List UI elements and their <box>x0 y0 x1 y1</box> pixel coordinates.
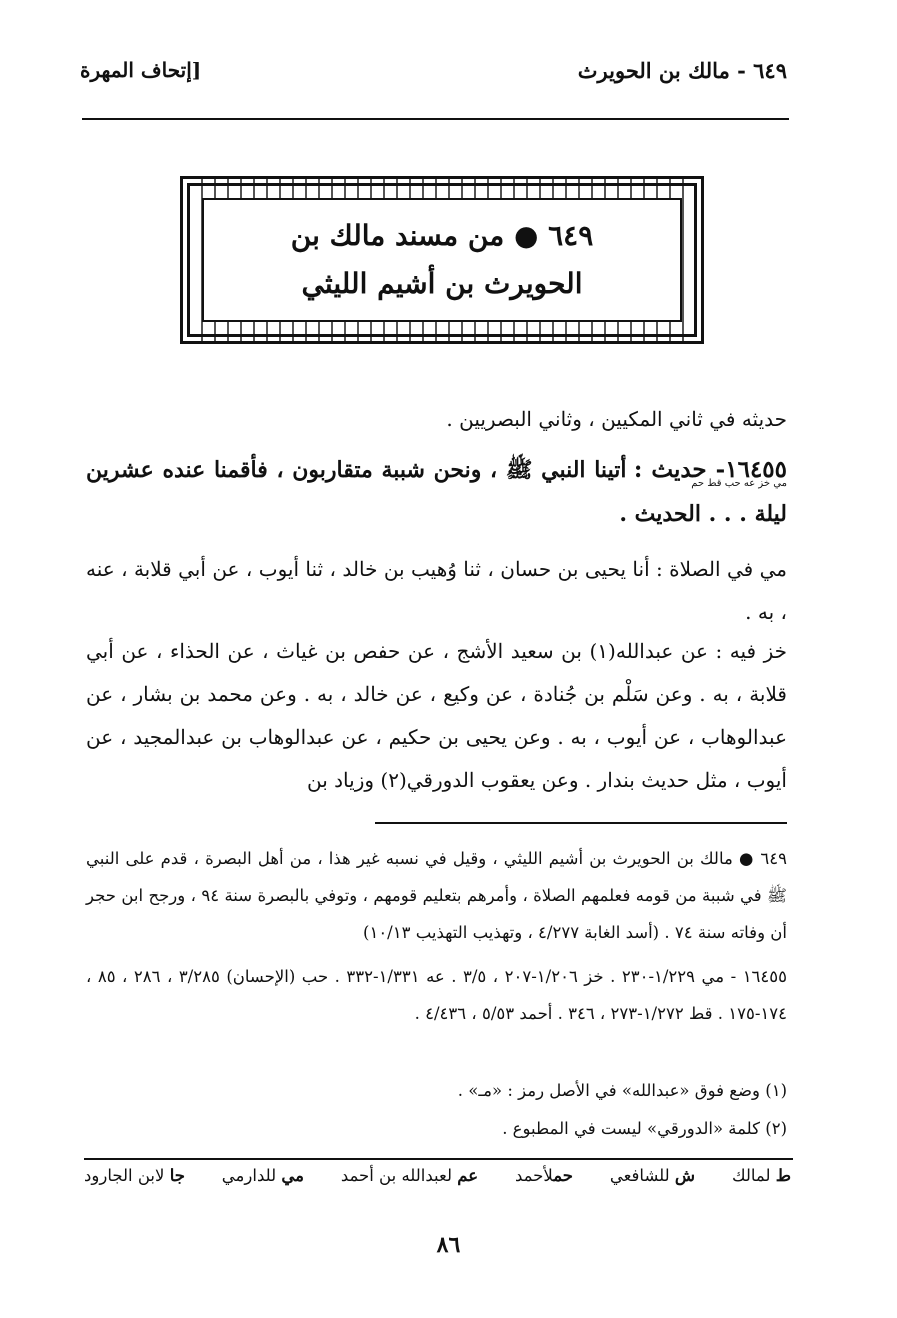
hadith-text: أتينا النبي ﷺ ، ونحن شببة متقاربون ، فأقمنا عنده عشرين ليلة . . . الحديث . <box>86 457 787 527</box>
source-sigla: مي خز عه حب قط حم <box>691 478 787 489</box>
footnote-2: (٢) كلمة «الدورقي» ليست في المطبوع . <box>502 1119 787 1138</box>
legend-item: ط لمالك <box>731 1166 791 1185</box>
legend-item: مي للدارمي <box>221 1166 304 1185</box>
title-line-1: ٦٤٩ ● من مسند مالك بن <box>290 219 594 252</box>
sigla-legend <box>84 1166 791 1185</box>
legend-item: جا لابن الجارود <box>84 1166 185 1185</box>
hadith-label: - حديث : <box>633 456 726 483</box>
footnote-references: ١٦٤٥٥ - مي ١/٢٢٩-٢٣٠ . خز ١/٢٠٦-٢٠٧ ، ٣/٥ . عه ١/٣٣١-٣٣٢ . حب (الإحسان) ٣/٢٨٥ ، ٢٨٦ ، ٨٥ ، ١٧٤-١٧٥ . قط ١/٢٧٢-٢٧٣ ، ٣٤٦ . أحمد ٥/٥٣ ، ٤/٤٣٦ . <box>86 967 787 1023</box>
intro-line: حديثه في ثاني المكيين ، وثاني البصريين . <box>446 407 787 431</box>
title-line-2: الحويرث بن أشيم الليثي <box>301 267 583 300</box>
legend-item: عم لعبدالله بن أحمد <box>340 1166 479 1185</box>
header-chapter-title: ٦٤٩ - مالك بن الحويرث <box>577 58 787 83</box>
hadith-number: ١٦٤٥٥ <box>725 456 788 483</box>
hadith-entry <box>86 448 787 536</box>
footnote-biography: ٦٤٩ ● مالك بن الحويرث بن أشيم الليثي ، وقيل في نسبه غير هذا ، من أهل البصرة ، قدم على النبي ﷺ في شببة من قومه فعلمهم الصلاة ، وأمرهم بتعليم قومهم ، وتوفي بالبصرة سنة ٩٤ ، ورجح ابن حجر أن وفاته سنة ٧٤ . (أسد الغابة ٤/٢٧٧ ، وتهذيب التهذيب ١٠/١٣) <box>86 849 787 942</box>
ibn-khuzayma-chain-paragraph: خز فيه : عن عبدالله(١) بن سعيد الأشج ، عن حفص بن غياث ، عن الحذاء ، عن أبي قلابة ، به . وعن سَلْم بن جُنادة ، عن وكيع ، عن خالد ، به . وعن محمد بن بشار ، عن عبدالوهاب ، عن أيوب ، به . وعن يحيى بن حكيم ، عن عبدالوهاب بن عبدالمجيد ، عن أيوب ، مثل حديث بندار . وعن يعقوب الدورقي(٢) وزياد بن <box>86 639 788 792</box>
legend-rule <box>84 1158 793 1160</box>
header-book-title: [إتحاف المهرة <box>80 58 202 82</box>
title-box <box>202 198 682 322</box>
page-number: ٨٦ <box>436 1232 461 1258</box>
header-rule <box>82 118 789 120</box>
legend-item: ش للشافعي <box>609 1166 696 1185</box>
darimi-chain-paragraph: مي في الصلاة : أنا يحيى بن حسان ، ثنا وُهيب بن خالد ، ثنا أيوب ، عن أبي قلابة ، عنه ، به . <box>86 557 787 624</box>
ornamental-title-frame <box>180 176 704 344</box>
legend-item: حملأحمد <box>514 1166 573 1185</box>
footnote-separator <box>375 822 787 824</box>
running-header <box>80 58 787 98</box>
footnote-1: (١) وضع فوق «عبدالله» في الأصل رمز : «مـ» . <box>457 1081 787 1100</box>
